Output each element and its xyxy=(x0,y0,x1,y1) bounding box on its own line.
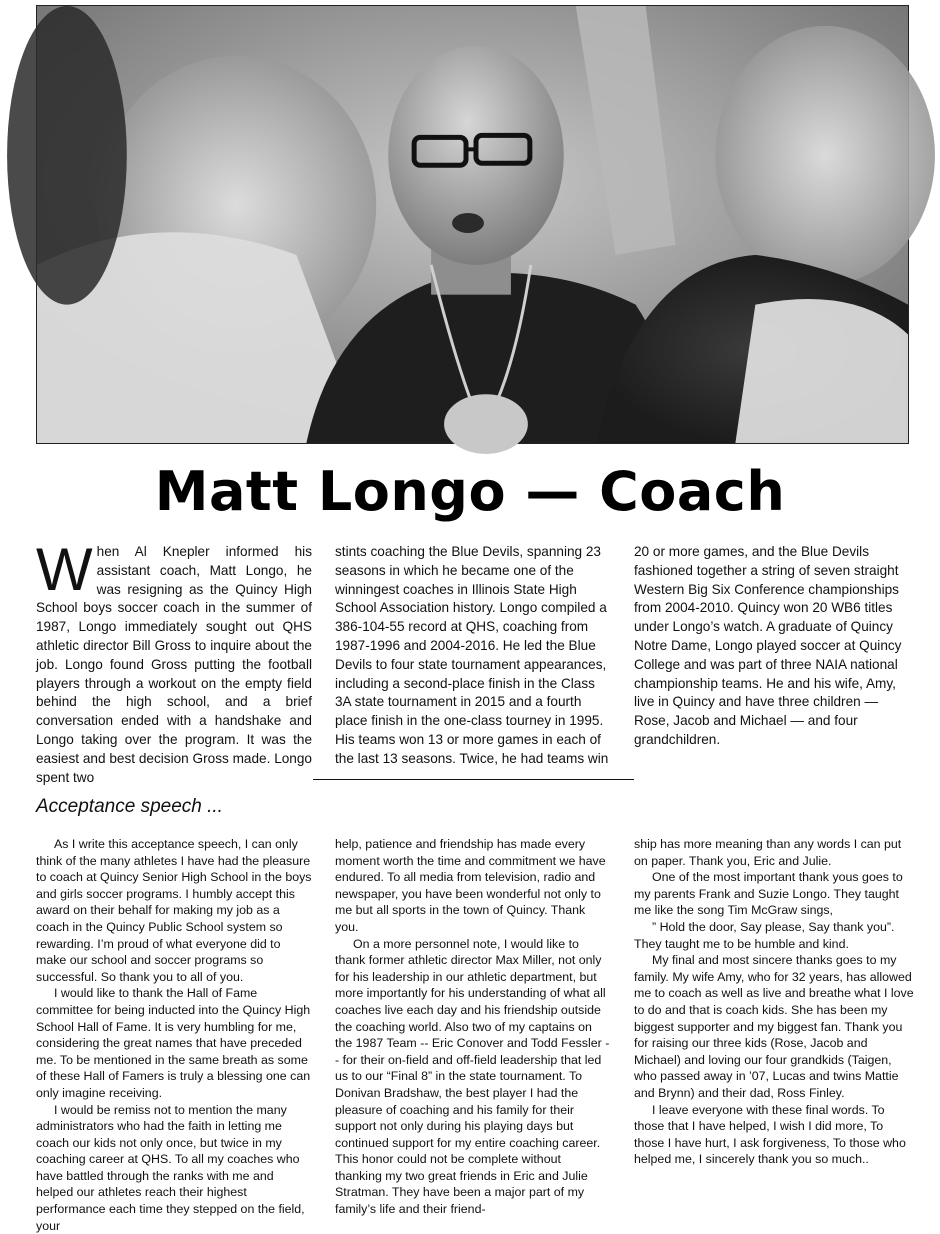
speech-column-3 xyxy=(634,836,914,1171)
speech-paragraph: On a more personnel note, I would like to thank former athletic director Max Miller, not only for his leadership in our athletic department, but more importantly for his understanding of what all coaches live each day and his friendship outside the coaching world. Also two of my captains on the 1987 Team -- Eric Conover and Todd Fessler -- for their on-field and off-field leadership that led us to our “Final 8” in the state tournament. To Donivan Bradshaw, the best player I had the pleasure of coaching and his family for their support not only during his playing days but continued support for my entire coaching career. This honor could not be complete without thanking my two great friends in Eric and Julie Stratman. They have been a major part of my family’s life and their friend- xyxy=(335,936,611,1218)
speech-paragraph: ” Hold the door, Say please, Say thank you”. They taught me to be humble and kind. xyxy=(634,919,914,952)
drop-cap: W xyxy=(36,547,93,593)
bio-text-2: stints coaching the Blue Devils, spanning 23 seasons in which he became one of the winningest coaches in Illinois State High School Association history. Longo compiled a 386-104-55 record at QHS, coaching from 1987-1996 and 2004-2016. He led the Blue Devils to four state tournament appearances, including a second-place finish in the Class 3A state tournament in 2015 and a fourth place finish in the one-class tourney in 1995. His teams won 13 or more games in each of the last 13 seasons. Twice, he had teams win xyxy=(335,543,611,769)
speech-paragraph: I would like to thank the Hall of Fame committee for being inducted into the Quincy High School Hall of Fame. It is very humbling for me, considering the great names that have preceded me. To be mentioned in the same breath as some of these Hall of Famers is truly a blessing one can only imagine receiving. xyxy=(36,985,313,1101)
speech-column-2 xyxy=(335,836,611,1171)
speech-column-1 xyxy=(36,836,313,1171)
bio-column-3 xyxy=(634,543,914,750)
coach-photo xyxy=(36,5,909,444)
bio-column-2 xyxy=(335,543,611,769)
speech-paragraph: As I write this acceptance speech, I can only think of the many athletes I have had the pleasure to coach at Quincy Senior High School in the boys and girls soccer programs. I humbly accept this award on their behalf for making my job as a coach in the Quincy Public School system so rewarding. I’m proud of what everyone did to make our school and soccer programs so successful. So thank you to all of you. xyxy=(36,836,313,985)
bio-paragraph-1 xyxy=(36,543,312,787)
speech-paragraph: My final and most sincere thanks goes to my family. My wife Amy, who for 32 years, has allowed me to coach as well as live and breathe what I love to do and that is coach kids. She has been my biggest supporter and my biggest fan. Thank you for raising our three kids (Rose, Jacob and Michael) and loving our four grandkids (Taigen, who passed away in ’07, Lucas and twins Mattie and Brynn) and their dad, Ross Finley. xyxy=(634,952,914,1101)
speech-paragraph: One of the most important thank yous goes to my parents Frank and Suzie Longo. They taught me like the song Tim McGraw sings, xyxy=(634,869,914,919)
bio-text-1: hen Al Knepler informed his assistant coach, Matt Longo, he was resigning as the Quincy High School boys soccer coach in the summer of 1987, Longo immediately sought out QHS athletic director Bill Gross to inquire about the job. Longo found Gross putting the football players through a workout on the empty field behind the high school, and a brief conversation ended with a handshake and Longo taking over the program. It was the easiest and best decision Gross made. Longo spent two xyxy=(36,544,312,785)
bio-column-1 xyxy=(36,543,312,787)
photo-illustration xyxy=(37,6,908,443)
bio-text-3: 20 or more games, and the Blue Devils fashioned together a string of seven straight Western Big Six Conference championships from 2004-2010. Quincy won 20 WB6 titles under Longo’s watch. A graduate of Quincy Notre Dame, Longo played soccer at Quincy College and was part of three NAIA national championship teams. He and his wife, Amy, live in Quincy and have three children — Rose, Jacob and Michael — and four grandchildren. xyxy=(634,543,914,750)
speech-title: Acceptance speech ... xyxy=(36,796,223,818)
speech-paragraph: I would be remiss not to mention the many administrators who had the faith in letting me coach our kids not only once, but twice in my coaching career at QHS. To all my coaches who have battled through the ranks with me and helped our athletes reach their highest performance each time they stepped on the field, your xyxy=(36,1102,313,1234)
speech-paragraph: I leave everyone with these final words. To those that I have helped, I wish I did more, To those I have hurt, I ask forgiveness, To those who helped me, I sincerely thank you so much.. xyxy=(634,1102,914,1168)
section-divider xyxy=(313,779,634,780)
speech-paragraph: ship has more meaning than any words I can put on paper. Thank you, Eric and Julie. xyxy=(634,836,914,869)
speech-paragraph: help, patience and friendship has made every moment worth the time and commitment we have endured. To all media from television, radio and newspaper, you have been wonderful not only to me but all sports in the town of Quincy. Thank you. xyxy=(335,836,611,936)
headline: Matt Longo — Coach xyxy=(0,460,940,523)
